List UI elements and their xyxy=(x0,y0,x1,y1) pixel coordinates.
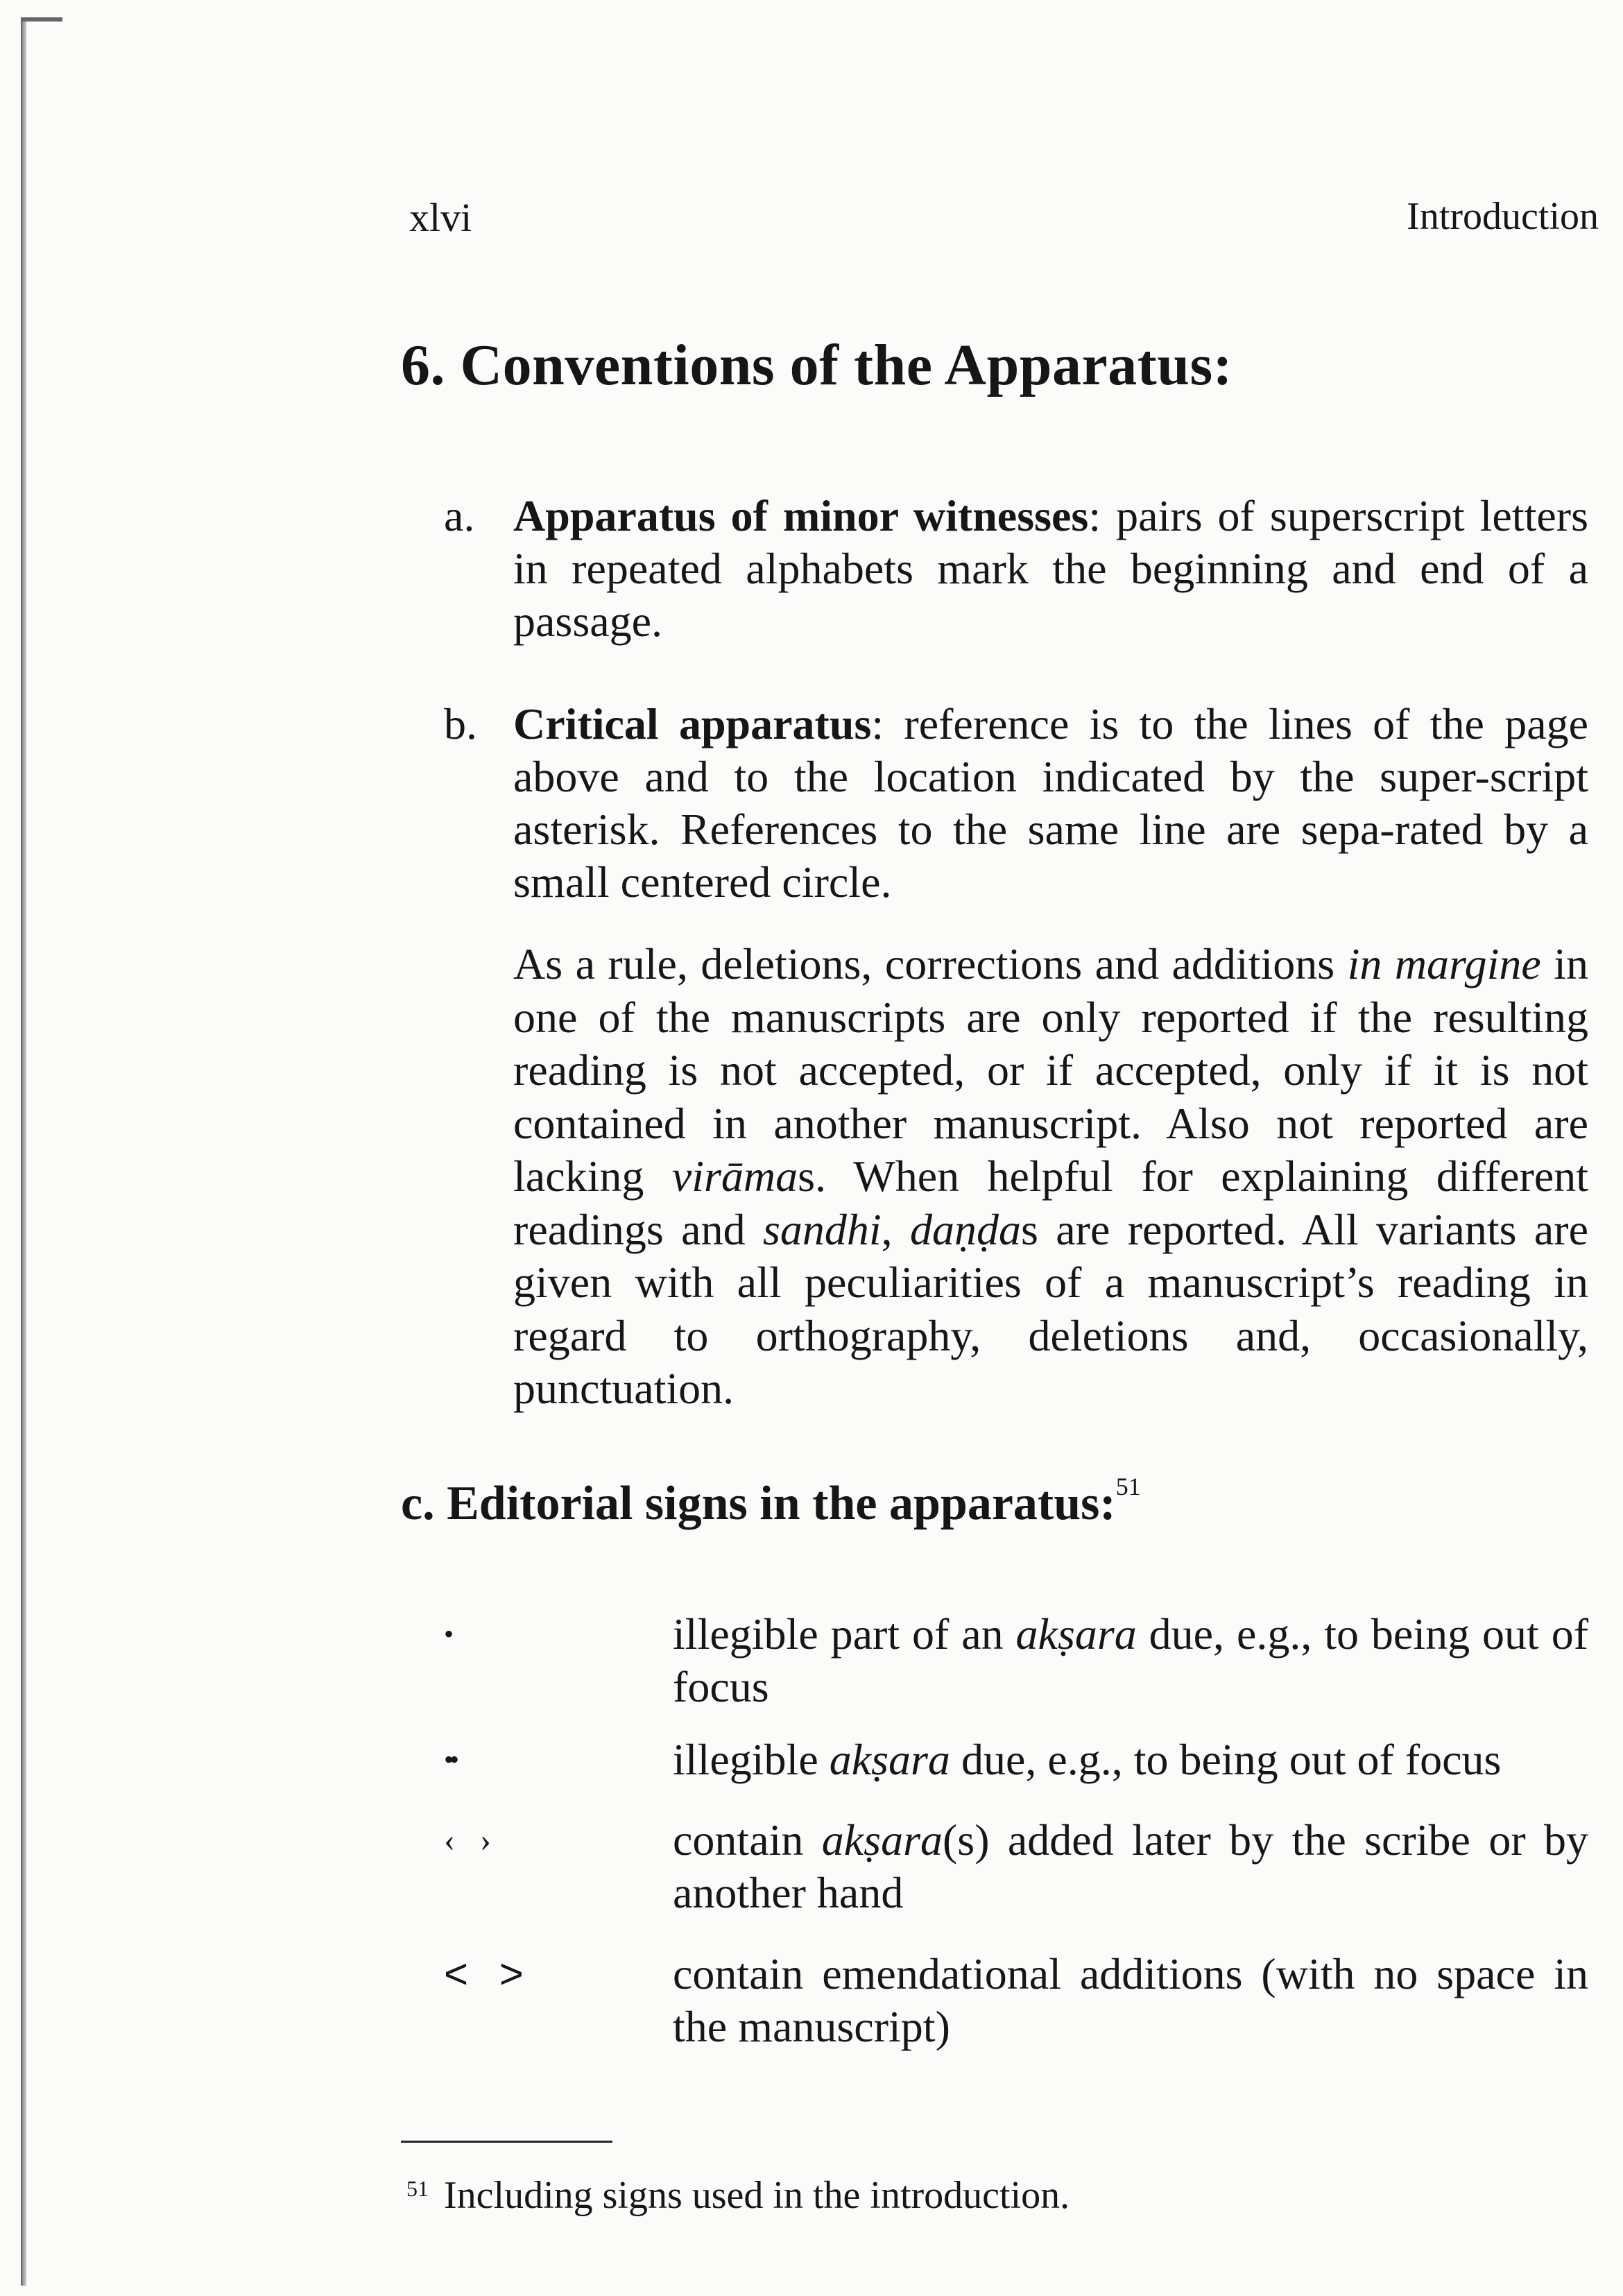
paragraph-italic: virāma xyxy=(671,1151,798,1201)
sign-symbol: ‹ › xyxy=(444,1822,491,1858)
sign-text: contain xyxy=(673,1815,822,1865)
sign-symbol: • xyxy=(444,1618,454,1650)
paragraph-text: in one of the manuscripts are only reported if the resulting reading is not accepted, or if accepted, only if it is not contained in another manuscript. Also not reported are lacking xyxy=(513,939,1589,1201)
scan-edge-top xyxy=(21,17,62,22)
subsection-title-text: c. Editorial signs in the apparatus: xyxy=(401,1477,1116,1530)
paragraph-text: s. When helpful for explaining different readings and xyxy=(513,1151,1588,1254)
item-term: Critical apparatus xyxy=(513,699,872,748)
sign-text: illegible xyxy=(673,1735,830,1784)
page-number: xlvi xyxy=(409,195,472,240)
sign-symbol: < > xyxy=(444,1951,524,1997)
sign-text: due, e.g., to being out of focus xyxy=(673,1609,1589,1711)
paragraph-italic: in margine xyxy=(1347,939,1541,988)
item-marker: a. xyxy=(444,491,475,540)
sign-italic: akṣara xyxy=(821,1815,943,1865)
sign-symbol: •• xyxy=(444,1744,456,1775)
sign-description xyxy=(673,1948,1588,2053)
section-title: 6. Conventions of the Apparatus: xyxy=(401,333,1233,397)
sign-text: (s) added later by the scribe or by another hand xyxy=(673,1815,1589,1917)
sign-italic: akṣara xyxy=(829,1735,950,1784)
item-text: : reference is to the lines of the page above and to the location indicated by the super-script asterisk. References to the same line are sepa-rated by a small centered circle. xyxy=(513,699,1589,907)
paragraph-text: , xyxy=(881,1204,910,1254)
footnote xyxy=(406,2171,1070,2220)
paragraph-italic: sandhi xyxy=(762,1204,882,1254)
sign-description xyxy=(673,1814,1588,1919)
paragraph-italic: daṇḍa xyxy=(909,1204,1021,1254)
footnote-text: Including signs used in the introduction. xyxy=(444,2174,1070,2217)
paragraph-text: As a rule, deletions, corrections and additions xyxy=(513,939,1348,988)
scan-edge xyxy=(21,17,26,2286)
sign-description xyxy=(673,1608,1588,1713)
sign-text: illegible part of an xyxy=(673,1609,1016,1659)
item-body xyxy=(513,698,1588,909)
sign-italic: akṣara xyxy=(1015,1609,1137,1659)
paragraph-text: s are reported. All variants are given with all peculiarities of a manuscript’s reading in regard to orthography, deletions and, occasionally, punctuation. xyxy=(513,1204,1588,1413)
item-text: : pairs of superscript letters in repeated alphabets mark the beginning and end of a passage. xyxy=(513,491,1588,646)
sign-text: contain emendational additions (with no space in the manuscript) xyxy=(673,1949,1588,2051)
sign-description xyxy=(673,1733,1588,1786)
list-item-a xyxy=(444,490,1588,648)
item-marker: b. xyxy=(444,699,477,748)
footnote-reference: 51 xyxy=(1115,1473,1141,1500)
sign-text: due, e.g., to being out of focus xyxy=(950,1735,1502,1784)
list-item-b xyxy=(444,698,1588,909)
item-body xyxy=(513,490,1588,648)
footnote-number: 51 xyxy=(406,2176,429,2201)
footnote-rule xyxy=(401,2141,612,2143)
item-term: Apparatus of minor witnesses xyxy=(513,491,1089,540)
subsection-title xyxy=(401,1473,1141,1532)
running-head: Introduction xyxy=(1407,195,1599,238)
body-paragraph xyxy=(513,938,1588,1416)
